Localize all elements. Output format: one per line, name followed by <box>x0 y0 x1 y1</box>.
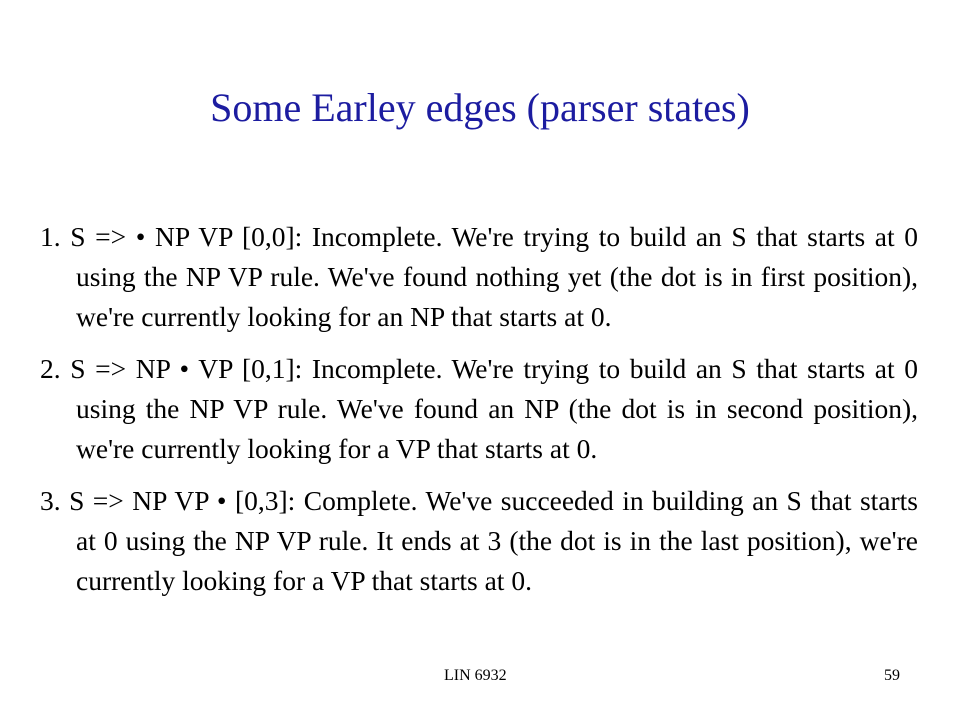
edge-item-1: 1. S => • NP VP [0,0]: Incomplete. We're trying to build an S that starts at 0 using the NP VP rule. We've found nothing yet (the dot is in first position), we're currently looking for an NP that starts at 0. <box>40 221 918 332</box>
page-number: 59 <box>884 667 900 684</box>
edge-list <box>40 217 918 601</box>
footer-course-label: LIN 6932 <box>444 667 507 684</box>
edge-item-3: 3. S => NP VP • [0,3]: Complete. We've succeeded in building an S that starts at 0 using the NP VP rule. It ends at 3 (the dot is in the last position), we're currently looking for a VP that starts at 0. <box>40 485 918 596</box>
slide-title: Some Earley edges (parser states) <box>210 85 750 130</box>
edge-item-2: 2. S => NP • VP [0,1]: Incomplete. We're trying to build an S that starts at 0 using the NP VP rule. We've found an NP (the dot is in second position), we're currently looking for a VP that starts at 0. <box>40 353 918 464</box>
